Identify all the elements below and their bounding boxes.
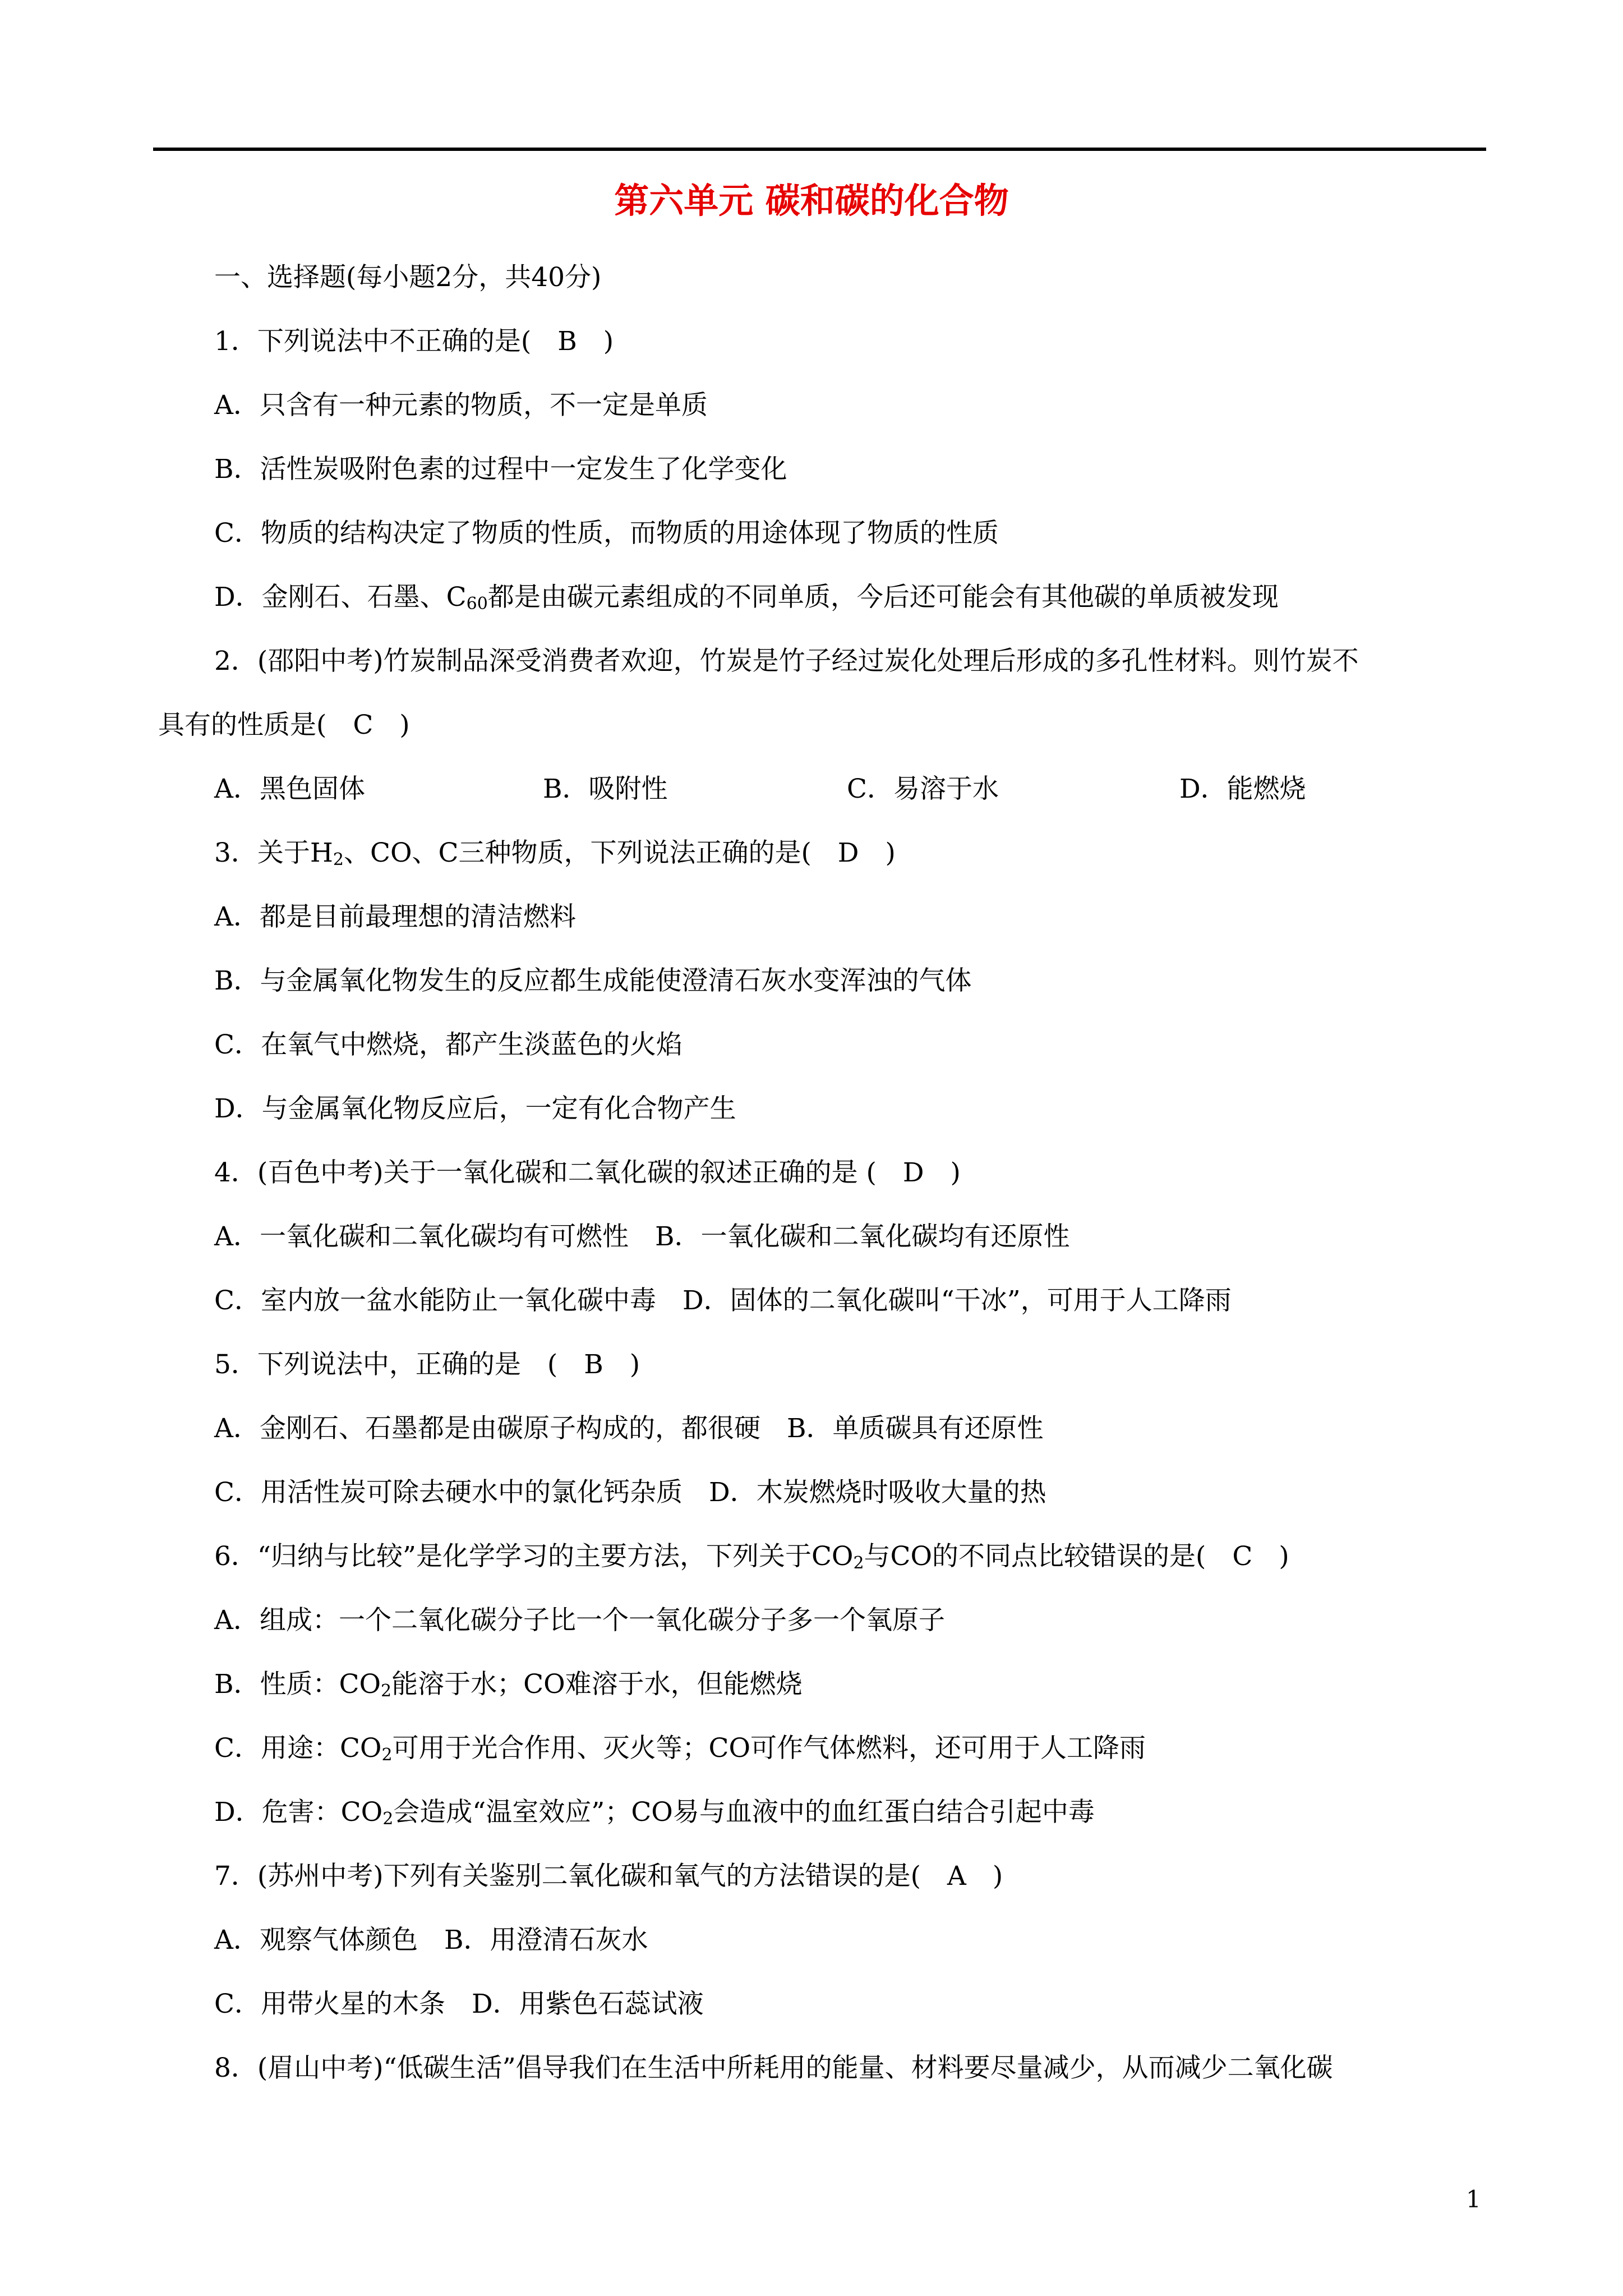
question-1-option-d <box>214 581 1279 614</box>
header-rule <box>153 148 1486 151</box>
text-segment: 能溶于水；CO难溶于水，但能燃烧 <box>391 1669 803 1700</box>
text-segment: 3．关于H <box>214 838 333 868</box>
subscript: 2 <box>381 1745 393 1765</box>
question-5-options-ab: A．金刚石、石墨都是由碳原子构成的，都很硬 B．单质碳具有还原性 <box>214 1413 1044 1444</box>
question-4-options-cd: C．室内放一盆水能防止一氧化碳中毒 D．固体的二氧化碳叫“干冰”，可用于人工降雨 <box>214 1285 1232 1316</box>
question-7-options-ab: A．观察气体颜色 B．用澄清石灰水 <box>214 1925 648 1955</box>
text-segment: B．性质：CO <box>214 1669 381 1700</box>
text-segment: 可用于光合作用、灭火等；CO可作气体燃料，还可用于人工降雨 <box>392 1733 1146 1764</box>
question-1-option-b: B．活性炭吸附色素的过程中一定发生了化学变化 <box>214 454 787 485</box>
question-2-option-c: C．易溶于水 <box>847 774 999 804</box>
question-4-stem: 4．(百色中考)关于一氧化碳和二氧化碳的叙述正确的是 ( D ) <box>214 1157 961 1188</box>
subscript: 60 <box>466 594 488 614</box>
question-5-options-cd: C．用活性炭可除去硬水中的氯化钙杂质 D．木炭燃烧时吸收大量的热 <box>214 1477 1046 1508</box>
subscript: 2 <box>381 1681 392 1701</box>
subscript: 2 <box>382 1809 394 1829</box>
question-6-option-a: A．组成：一个二氧化碳分子比一个一氧化碳分子多一个氧原子 <box>214 1605 945 1636</box>
page-number: 1 <box>1466 2185 1481 2213</box>
question-7-options-cd: C．用带火星的木条 D．用紫色石蕊试液 <box>214 1989 704 2019</box>
text-segment: 6．“归纳与比较”是化学学习的主要方法，下列关于CO <box>214 1541 854 1572</box>
question-3-option-c: C．在氧气中燃烧，都产生淡蓝色的火焰 <box>214 1029 683 1060</box>
question-1-stem: 1．下列说法中不正确的是( B ) <box>214 326 614 357</box>
question-2-stem-line1: 2．(邵阳中考)竹炭制品深受消费者欢迎，竹炭是竹子经过炭化处理后形成的多孔性材料。则竹炭不 <box>214 646 1359 677</box>
question-4-options-ab: A．一氧化碳和二氧化碳均有可燃性 B．一氧化碳和二氧化碳均有还原性 <box>214 1221 1070 1252</box>
text-segment: C．用途：CO <box>214 1733 382 1764</box>
question-1-option-a: A．只含有一种元素的物质，不一定是单质 <box>214 390 708 421</box>
question-2-option-b: B．吸附性 <box>543 774 668 804</box>
question-2-option-a: A．黑色固体 <box>214 774 365 804</box>
text-segment: 会造成“温室效应”；CO易与血液中的血红蛋白结合引起中毒 <box>393 1797 1095 1828</box>
section-heading: 一、选择题(每小题2分，共40分) <box>214 262 602 293</box>
question-8-stem: 8．(眉山中考)“低碳生活”倡导我们在生活中所耗用的能量、材料要尽量减少，从而减少二氧化碳 <box>214 2053 1333 2083</box>
text-segment: D．金刚石、石墨、C <box>214 582 467 613</box>
text-segment: D．危害：CO <box>214 1797 383 1828</box>
question-3-option-d: D．与金属氧化物反应后，一定有化合物产生 <box>214 1093 736 1124</box>
page-title: 第六单元 碳和碳的化合物 <box>614 180 1009 221</box>
question-2-stem-line2: 具有的性质是( C ) <box>158 710 410 740</box>
question-5-stem: 5．下列说法中，正确的是 ( B ) <box>214 1349 640 1380</box>
text-segment: 与CO的不同点比较错误的是( C ) <box>864 1541 1289 1572</box>
question-3-option-a: A．都是目前最理想的清洁燃料 <box>214 901 576 932</box>
text-segment: 、CO、C三种物质，下列说法正确的是( D ) <box>343 838 896 868</box>
question-6-option-b <box>214 1668 803 1701</box>
question-6-stem <box>214 1540 1289 1573</box>
question-6-option-d <box>214 1796 1095 1829</box>
question-1-option-c: C．物质的结构决定了物质的性质，而物质的用途体现了物质的性质 <box>214 518 999 549</box>
question-3-stem <box>214 836 896 870</box>
question-2-option-d: D．能燃烧 <box>1179 774 1306 804</box>
subscript: 2 <box>853 1553 864 1573</box>
subscript: 2 <box>333 850 344 869</box>
text-segment: 都是由碳元素组成的不同单质，今后还可能会有其他碳的单质被发现 <box>487 582 1279 613</box>
question-6-option-c <box>214 1732 1146 1765</box>
question-7-stem: 7．(苏州中考)下列有关鉴别二氧化碳和氧气的方法错误的是( A ) <box>214 1861 1003 1892</box>
question-3-option-b: B．与金属氧化物发生的反应都生成能使澄清石灰水变浑浊的气体 <box>214 965 972 996</box>
